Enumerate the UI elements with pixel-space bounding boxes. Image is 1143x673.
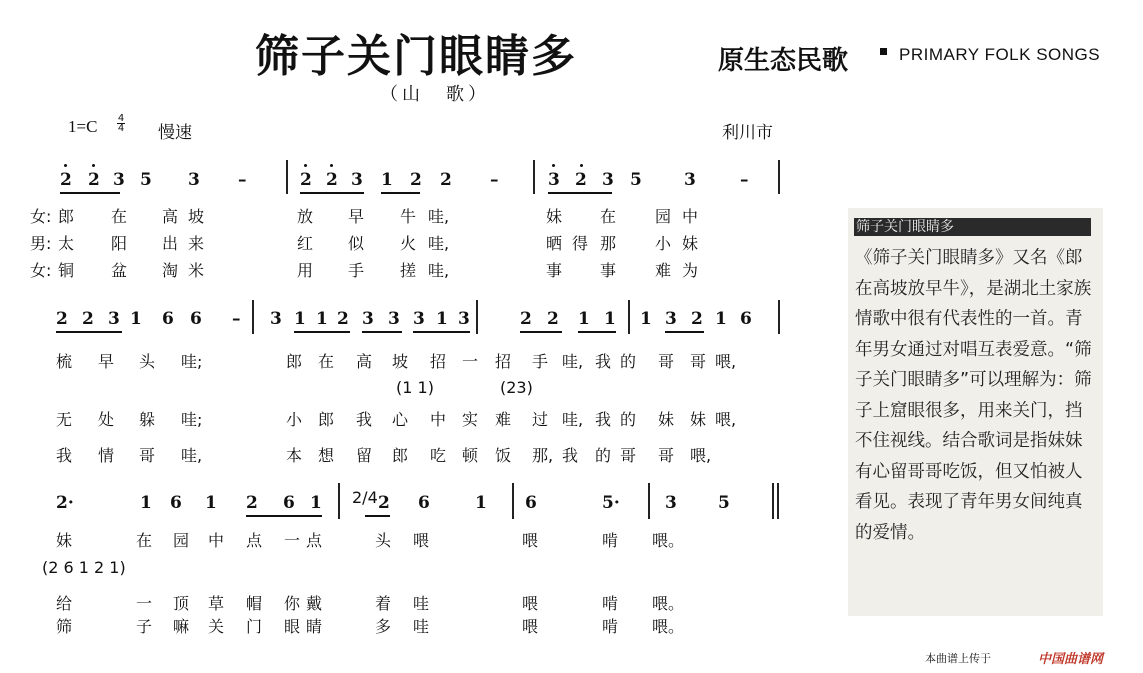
lyric-syllable: 妹 bbox=[56, 531, 73, 550]
note: 6 bbox=[740, 309, 752, 329]
lyric-syllable: 喂 bbox=[522, 617, 539, 636]
place-of-origin: 利川市 bbox=[722, 123, 773, 143]
note: 2 bbox=[246, 493, 258, 513]
beam bbox=[575, 192, 612, 194]
lyric-syllable: 着 bbox=[375, 594, 392, 613]
lyric-syllable: 手 bbox=[532, 352, 549, 371]
lyric-syllable: 中 bbox=[208, 531, 225, 550]
note: 2 bbox=[82, 309, 94, 329]
lyric-syllable: 坡 bbox=[392, 352, 409, 371]
note: 2 bbox=[378, 493, 390, 513]
beam bbox=[362, 331, 402, 333]
lyric-syllable: 顶 bbox=[173, 594, 190, 613]
lyric-syllable: 哇; bbox=[181, 410, 203, 429]
lyric-syllable: 男: bbox=[30, 234, 52, 253]
note: 3 bbox=[188, 170, 200, 190]
lyric-syllable: 难 bbox=[655, 261, 672, 280]
beam bbox=[88, 192, 120, 194]
octave-dot bbox=[92, 164, 95, 167]
lyric-syllable: 啃 bbox=[602, 594, 619, 613]
barline bbox=[628, 300, 630, 334]
note: 2· bbox=[56, 493, 74, 513]
lyric-syllable: 那, bbox=[532, 446, 554, 465]
note: 3 bbox=[388, 309, 400, 329]
alt-notes: (23) bbox=[500, 378, 533, 397]
lyric-syllable: 似 bbox=[348, 234, 365, 253]
sidebar-heading: 筛子关门眼睛多 bbox=[854, 218, 1091, 236]
lyric-syllable: 喂 bbox=[413, 531, 430, 550]
note: 6 bbox=[418, 493, 430, 513]
note: 2 bbox=[520, 309, 532, 329]
note: 3 bbox=[362, 309, 374, 329]
lyric-syllable: 啃 bbox=[602, 531, 619, 550]
note: 3 bbox=[113, 170, 125, 190]
note: 1 bbox=[310, 493, 322, 513]
lyric-syllable: 躲 bbox=[139, 410, 156, 429]
barline bbox=[252, 300, 254, 334]
beam bbox=[246, 515, 322, 517]
note: – bbox=[490, 170, 499, 190]
note: 1 bbox=[436, 309, 448, 329]
note: 6 bbox=[283, 493, 295, 513]
lyric-syllable: 在 bbox=[136, 531, 153, 550]
lyric-syllable: 哇, bbox=[428, 261, 450, 280]
lyric-syllable: 小 bbox=[655, 234, 672, 253]
lyric-syllable: 早 bbox=[348, 207, 365, 226]
lyric-syllable: 一 bbox=[462, 352, 479, 371]
lyric-syllable: 妹 bbox=[690, 410, 707, 429]
note: 1 bbox=[475, 493, 487, 513]
barline bbox=[286, 160, 288, 194]
genre-english: PRIMARY FOLK SONGS bbox=[899, 45, 1101, 64]
lyric-syllable: 给 bbox=[56, 594, 73, 613]
note: 2 bbox=[337, 309, 349, 329]
lyric-syllable: 郎 bbox=[58, 207, 75, 226]
lyric-syllable: 那 bbox=[600, 234, 617, 253]
barline bbox=[512, 483, 514, 519]
lyric-syllable: 子 bbox=[136, 617, 153, 636]
lyric-syllable: 实 bbox=[462, 410, 479, 429]
note: 2 bbox=[691, 309, 703, 329]
note: 2 bbox=[56, 309, 68, 329]
note: 3 bbox=[665, 493, 677, 513]
lyric-syllable: 在 bbox=[111, 207, 128, 226]
note: 1 bbox=[578, 309, 590, 329]
beam bbox=[365, 515, 390, 517]
lyric-syllable: 火 bbox=[400, 234, 417, 253]
song-subtitle: （山 歌） bbox=[380, 84, 490, 105]
lyric-syllable: 筛 bbox=[56, 617, 73, 636]
beam bbox=[578, 331, 616, 333]
lyric-syllable: 情 bbox=[98, 446, 115, 465]
lyric-syllable: 在 bbox=[318, 352, 335, 371]
lyric-syllable: 女: bbox=[30, 261, 52, 280]
lyric-syllable: 过 bbox=[532, 410, 549, 429]
lyric-syllable: 铜 bbox=[58, 261, 75, 280]
tempo-marking: 慢速 bbox=[158, 123, 192, 143]
note: – bbox=[238, 170, 247, 190]
barline bbox=[338, 483, 340, 519]
lyric-syllable: 哇, bbox=[428, 234, 450, 253]
lyric-syllable: 妹 bbox=[658, 410, 675, 429]
note: 2 bbox=[440, 170, 452, 190]
lyric-syllable: 顿 bbox=[462, 446, 479, 465]
lyric-syllable: 哇; bbox=[181, 352, 203, 371]
lyric-syllable: 放 bbox=[297, 207, 314, 226]
lyric-syllable: 草 bbox=[208, 594, 225, 613]
lyric-syllable: 手 bbox=[348, 261, 365, 280]
beam bbox=[413, 331, 470, 333]
lyric-syllable: 坡 bbox=[188, 207, 205, 226]
note: 6 bbox=[525, 493, 537, 513]
site-logo[interactable]: 中国曲谱网 bbox=[1038, 652, 1104, 667]
lyric-syllable: 我 bbox=[595, 410, 612, 429]
lyric-syllable: 关 bbox=[208, 617, 225, 636]
lyric-syllable: 喂, bbox=[715, 352, 737, 371]
note: 2 bbox=[326, 170, 338, 190]
lyric-syllable: 喂。 bbox=[652, 531, 685, 550]
note: 5 bbox=[718, 493, 730, 513]
genre-label: 原生态民歌 bbox=[718, 46, 849, 76]
note: 1 bbox=[140, 493, 152, 513]
note: 3 bbox=[351, 170, 363, 190]
barline bbox=[772, 483, 774, 519]
beam bbox=[665, 331, 704, 333]
note: – bbox=[232, 309, 241, 329]
lyric-syllable: 门 bbox=[246, 617, 263, 636]
octave-dot bbox=[330, 164, 333, 167]
lyric-syllable: 戴 bbox=[306, 594, 323, 613]
note: 3 bbox=[458, 309, 470, 329]
lyric-syllable: 喂, bbox=[690, 446, 712, 465]
lyric-syllable: 的 bbox=[595, 446, 612, 465]
genre-separator bbox=[880, 48, 887, 55]
lyric-syllable: 头 bbox=[139, 352, 156, 371]
lyric-syllable: 郎 bbox=[318, 410, 335, 429]
lyric-syllable: 吃 bbox=[430, 446, 447, 465]
lyric-syllable: 的 bbox=[620, 410, 637, 429]
note: 5 bbox=[630, 170, 642, 190]
note: 2 bbox=[88, 170, 100, 190]
barline bbox=[533, 160, 535, 194]
upload-note: 本曲谱上传于 bbox=[925, 652, 991, 665]
beam bbox=[520, 331, 562, 333]
lyric-syllable: 哇, bbox=[428, 207, 450, 226]
lyric-syllable: 我 bbox=[595, 352, 612, 371]
note: 6 bbox=[170, 493, 182, 513]
note: 1 bbox=[604, 309, 616, 329]
note: 6 bbox=[190, 309, 202, 329]
time-sig-bottom: 4 bbox=[117, 123, 125, 134]
lyric-syllable: 饭 bbox=[495, 446, 512, 465]
beam bbox=[294, 331, 350, 333]
lyric-syllable: 高 bbox=[356, 352, 373, 371]
note: – bbox=[740, 170, 749, 190]
lyric-syllable: 喂 bbox=[522, 531, 539, 550]
lyric-syllable: 啃 bbox=[602, 617, 619, 636]
lyric-syllable: 喂, bbox=[715, 410, 737, 429]
lyric-syllable: 妹 bbox=[682, 234, 699, 253]
note: 3 bbox=[108, 309, 120, 329]
octave-dot bbox=[580, 164, 583, 167]
alt-notes: (2 6 1 2 1) bbox=[42, 558, 126, 577]
octave-dot bbox=[552, 164, 555, 167]
lyric-syllable: 我 bbox=[562, 446, 579, 465]
lyric-syllable: 高 bbox=[162, 207, 179, 226]
lyric-syllable: 睛 bbox=[306, 617, 323, 636]
lyric-syllable: 在 bbox=[600, 207, 617, 226]
note: 2 bbox=[547, 309, 559, 329]
note: 3 bbox=[684, 170, 696, 190]
lyric-syllable: 招 bbox=[495, 352, 512, 371]
lyric-syllable: 搓 bbox=[400, 261, 417, 280]
lyric-syllable: 留 bbox=[356, 446, 373, 465]
lyric-syllable: 郎 bbox=[286, 352, 303, 371]
lyric-syllable: 哥 bbox=[658, 446, 675, 465]
note: 2 bbox=[410, 170, 422, 190]
note: 6 bbox=[162, 309, 174, 329]
lyric-syllable: 哥 bbox=[620, 446, 637, 465]
time-sig-top: 4 bbox=[117, 113, 125, 124]
note: 5· bbox=[602, 493, 620, 513]
lyric-syllable: 本 bbox=[286, 446, 303, 465]
lyric-syllable: 嘛 bbox=[173, 617, 190, 636]
lyric-syllable: 招 bbox=[430, 352, 447, 371]
note: 1 bbox=[715, 309, 727, 329]
lyric-syllable: 得 bbox=[572, 234, 589, 253]
note: 2 bbox=[300, 170, 312, 190]
lyric-syllable: 中 bbox=[682, 207, 699, 226]
song-title: 筛子关门眼睛多 bbox=[255, 31, 577, 82]
note: 3 bbox=[413, 309, 425, 329]
lyric-syllable: 一 bbox=[284, 531, 301, 550]
note: 1 bbox=[205, 493, 217, 513]
lyric-syllable: 哇 bbox=[413, 594, 430, 613]
alt-notes: (1 1) bbox=[396, 378, 434, 397]
lyric-syllable: 处 bbox=[98, 410, 115, 429]
lyric-syllable: 点 bbox=[246, 531, 263, 550]
lyric-syllable: 点 bbox=[306, 531, 323, 550]
lyric-syllable: 哥 bbox=[690, 352, 707, 371]
lyric-syllable: 眼 bbox=[284, 617, 301, 636]
note: 3 bbox=[548, 170, 560, 190]
sidebar-description: 《筛子关门眼睛多》又名《郎在高坡放早牛》，是湖北土家族情歌中很有代表性的一首。青年男女通过对唱互表爱意。“筛子关门眼睛多”可以理解为：筛子上窟眼很多，用来关门，挡不住视线。结合歌词是指妹妹有心留哥哥吃饭，但又怕被人看见。表现了青年男女间纯真的爱情。 bbox=[855, 248, 1092, 543]
lyric-syllable: 米 bbox=[188, 261, 205, 280]
lyric-syllable: 女: bbox=[30, 207, 52, 226]
barline bbox=[778, 300, 780, 334]
lyric-syllable: 的 bbox=[620, 352, 637, 371]
lyric-syllable: 来 bbox=[188, 234, 205, 253]
lyric-syllable: 喂 bbox=[522, 594, 539, 613]
lyric-syllable: 多 bbox=[375, 617, 392, 636]
lyric-syllable: 想 bbox=[318, 446, 335, 465]
lyric-syllable: 盆 bbox=[111, 261, 128, 280]
lyric-syllable: 哇, bbox=[181, 446, 203, 465]
lyric-syllable: 我 bbox=[356, 410, 373, 429]
lyric-syllable: 头 bbox=[375, 531, 392, 550]
lyric-syllable: 难 bbox=[495, 410, 512, 429]
lyric-syllable: 红 bbox=[297, 234, 314, 253]
note: 3 bbox=[602, 170, 614, 190]
note: 1 bbox=[130, 309, 142, 329]
lyric-syllable: 为 bbox=[682, 261, 699, 280]
lyric-syllable: 心 bbox=[392, 410, 409, 429]
octave-dot bbox=[64, 164, 67, 167]
note: 1 bbox=[316, 309, 328, 329]
lyric-syllable: 园 bbox=[173, 531, 190, 550]
lyric-syllable: 哇, bbox=[562, 352, 584, 371]
lyric-syllable: 事 bbox=[600, 261, 617, 280]
beam bbox=[381, 192, 420, 194]
lyric-syllable: 淘 bbox=[162, 261, 179, 280]
key-signature: 1=C bbox=[68, 117, 98, 136]
note: 1 bbox=[294, 309, 306, 329]
lyric-syllable: 哥 bbox=[658, 352, 675, 371]
lyric-syllable: 梳 bbox=[56, 352, 73, 371]
barline bbox=[778, 160, 780, 194]
lyric-syllable: 郎 bbox=[392, 446, 409, 465]
lyric-syllable: 晒 bbox=[546, 234, 563, 253]
lyric-syllable: 太 bbox=[58, 234, 75, 253]
lyric-syllable: 哥 bbox=[139, 446, 156, 465]
lyric-syllable: 喂。 bbox=[652, 617, 685, 636]
lyric-syllable: 一 bbox=[136, 594, 153, 613]
lyric-syllable: 帽 bbox=[246, 594, 263, 613]
beam bbox=[56, 331, 122, 333]
barline bbox=[648, 483, 650, 519]
note: 3 bbox=[270, 309, 282, 329]
lyric-syllable: 喂。 bbox=[652, 594, 685, 613]
note: 2 bbox=[60, 170, 72, 190]
lyric-syllable: 妹 bbox=[546, 207, 563, 226]
time-signature bbox=[117, 114, 125, 133]
lyric-syllable: 园 bbox=[655, 207, 672, 226]
lyric-syllable: 用 bbox=[297, 261, 314, 280]
note: 2 bbox=[575, 170, 587, 190]
note: 3 bbox=[665, 309, 677, 329]
lyric-syllable: 早 bbox=[98, 352, 115, 371]
lyric-syllable: 你 bbox=[284, 594, 301, 613]
lyric-syllable: 出 bbox=[162, 234, 179, 253]
barline bbox=[476, 300, 478, 334]
note: 1 bbox=[381, 170, 393, 190]
lyric-syllable: 中 bbox=[430, 410, 447, 429]
note: 1 bbox=[640, 309, 652, 329]
lyric-syllable: 哇, bbox=[562, 410, 584, 429]
octave-dot bbox=[304, 164, 307, 167]
time-signature-2-4: 2/4 bbox=[352, 488, 378, 507]
barline bbox=[777, 483, 779, 519]
lyric-syllable: 小 bbox=[286, 410, 303, 429]
lyric-syllable: 阳 bbox=[111, 234, 128, 253]
lyric-syllable: 牛 bbox=[400, 207, 417, 226]
lyric-syllable: 哇 bbox=[413, 617, 430, 636]
lyric-syllable: 事 bbox=[546, 261, 563, 280]
lyric-syllable: 我 bbox=[56, 446, 73, 465]
note: 5 bbox=[140, 170, 152, 190]
lyric-syllable: 无 bbox=[56, 410, 73, 429]
beam bbox=[326, 192, 364, 194]
